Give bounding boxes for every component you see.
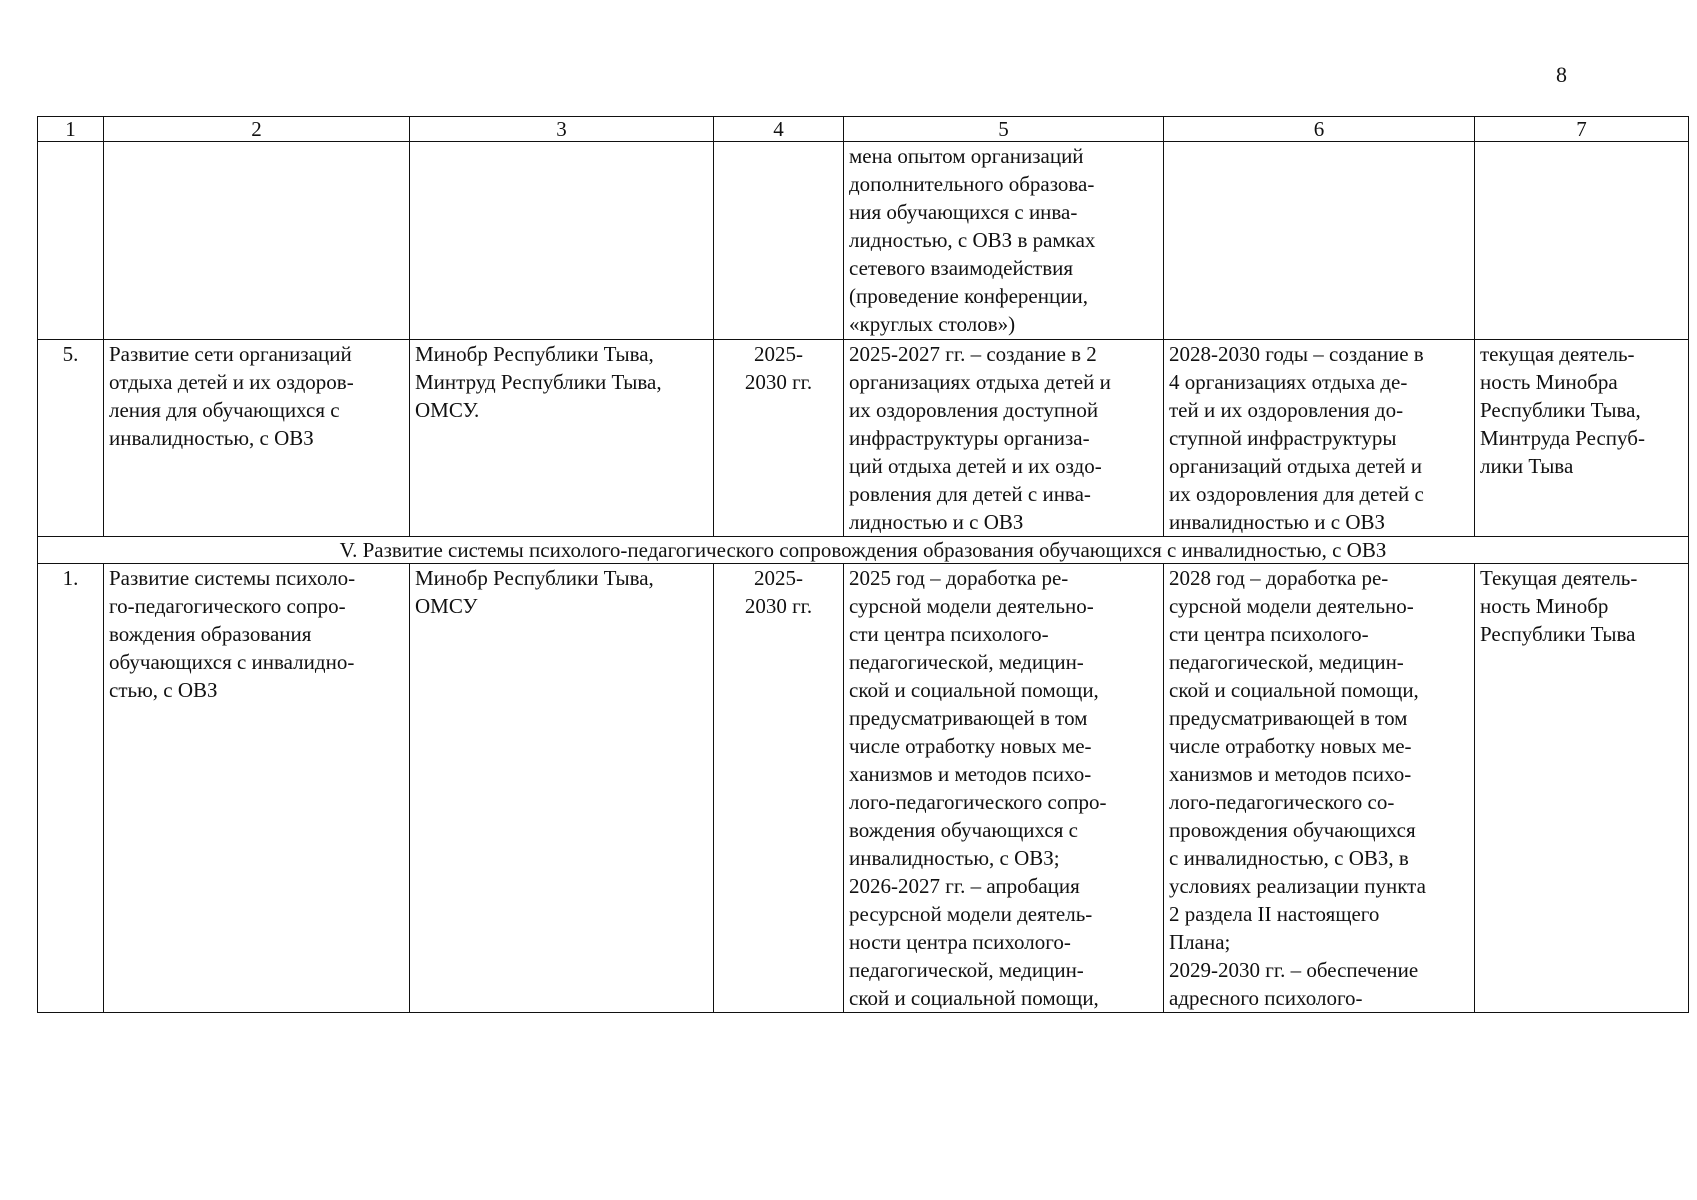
text-line: ровления для детей с инва- xyxy=(849,482,1091,506)
text-line: Минобр Республики Тыва, xyxy=(415,566,654,590)
text-line: ций отдыха детей и их оздо- xyxy=(849,454,1102,478)
responsible-cell xyxy=(410,340,714,537)
text-line: тей и их оздоровления до- xyxy=(1169,398,1404,422)
text-line: Плана; xyxy=(1169,930,1231,954)
table-row xyxy=(38,564,1689,1013)
text-line: Республики Тыва, xyxy=(1480,398,1641,422)
text-line: условиях реализации пункта xyxy=(1169,874,1426,898)
table-cell xyxy=(1475,142,1689,340)
result-cell xyxy=(844,340,1164,537)
text-line: лики Тыва xyxy=(1480,454,1574,478)
text-line: ресурсной модели деятель- xyxy=(849,902,1093,926)
result-cell xyxy=(1164,340,1475,537)
text-line: ской и социальной помощи, xyxy=(849,986,1099,1010)
text-line: инвалидностью, с ОВЗ xyxy=(109,426,314,450)
text-line: го-педагогического сопро- xyxy=(109,594,346,618)
text-line: инвалидностью, с ОВЗ; xyxy=(849,846,1060,870)
text-line: вождения обучающихся с xyxy=(849,818,1078,842)
text-line: адресного психолого- xyxy=(1169,986,1363,1010)
text-line: ской и социальной помощи, xyxy=(1169,678,1419,702)
text-line: 2028-2030 годы – создание в xyxy=(1169,342,1424,366)
text-line: сти центра психолого- xyxy=(1169,622,1369,646)
header-cell: 1 xyxy=(38,117,104,142)
text-line: ления для обучающихся с xyxy=(109,398,340,422)
text-line: инвалидностью и с ОВЗ xyxy=(1169,510,1386,534)
section-heading-row xyxy=(38,537,1689,564)
table-cell xyxy=(38,142,104,340)
text-line: с инвалидностью, с ОВЗ, в xyxy=(1169,846,1409,870)
text-line: ОМСУ. xyxy=(415,398,480,422)
header-cell: 6 xyxy=(1164,117,1475,142)
text-line: педагогической, медицин- xyxy=(849,958,1084,982)
text-line: 2025-2027 гг. – создание в 2 xyxy=(849,342,1097,366)
text-line: предусматривающей в том xyxy=(849,706,1088,730)
plan-table xyxy=(37,116,1689,1013)
text-line: их оздоровления доступной xyxy=(849,398,1099,422)
text-line: 2 раздела II настоящего xyxy=(1169,902,1380,926)
text-line: лидностью и с ОВЗ xyxy=(849,510,1024,534)
period-cell xyxy=(714,564,844,1013)
text-line: их оздоровления для детей с xyxy=(1169,482,1424,506)
table-cell xyxy=(714,142,844,340)
text-line: Текущая деятель- xyxy=(1480,566,1638,590)
text-line: «круглых столов») xyxy=(849,312,1016,336)
result-cell xyxy=(844,564,1164,1013)
text-line: Минтруда Респуб- xyxy=(1480,426,1645,450)
header-cell: 5 xyxy=(844,117,1164,142)
text-line: дополнительного образова- xyxy=(849,172,1095,196)
text-line: предусматривающей в том xyxy=(1169,706,1408,730)
text-line: ступной инфраструктуры xyxy=(1169,426,1397,450)
text-line: Развитие сети организаций xyxy=(109,342,352,366)
section-title: V. Развитие системы психолого-педагогического сопровождения образования обучающихся с инвалидностью, с ОВЗ xyxy=(38,537,1689,564)
text-line: ОМСУ xyxy=(415,594,478,618)
text-line: провождения обучающихся xyxy=(1169,818,1416,842)
text-line: 2025- xyxy=(754,342,803,366)
table-cell xyxy=(1164,142,1475,340)
text-line: отдыха детей и их оздоров- xyxy=(109,370,354,394)
result-cell xyxy=(1164,564,1475,1013)
text-line: ханизмов и методов психо- xyxy=(849,762,1092,786)
activity-cell xyxy=(104,340,410,537)
text-line: текущая деятель- xyxy=(1480,342,1635,366)
text-line: сурсной модели деятельно- xyxy=(849,594,1094,618)
text-line: Развитие системы психоло- xyxy=(109,566,356,590)
text-line: инфраструктуры организа- xyxy=(849,426,1090,450)
text-line: педагогической, медицин- xyxy=(849,650,1084,674)
table-row xyxy=(38,340,1689,537)
text-line: 2030 гг. xyxy=(744,594,813,618)
text-line: обучающихся с инвалидно- xyxy=(109,650,355,674)
text-line: (проведение конференции, xyxy=(849,284,1088,308)
result-cell xyxy=(844,142,1164,340)
responsible-cell xyxy=(410,564,714,1013)
header-cell: 4 xyxy=(714,117,844,142)
text-line: 2029-2030 гг. – обеспечение xyxy=(1169,958,1419,982)
funding-cell xyxy=(1475,340,1689,537)
text-line: сетевого взаимодействия xyxy=(849,256,1074,280)
text-line: лидностью, с ОВЗ в рамках xyxy=(849,228,1096,252)
text-line: числе отработку новых ме- xyxy=(849,734,1092,758)
text-line: ской и социальной помощи, xyxy=(849,678,1099,702)
page-number: 8 xyxy=(1556,62,1567,87)
text-line: сти центра психолого- xyxy=(849,622,1049,646)
text-line: 2026-2027 гг. – апробация xyxy=(849,874,1080,898)
text-line: лого-педагогического со- xyxy=(1169,790,1395,814)
text-line: 2025- xyxy=(754,566,803,590)
text-line: Минобр Республики Тыва, xyxy=(415,342,654,366)
text-line: мена опытом организаций xyxy=(849,144,1084,168)
text-line: 2025 год – доработка ре- xyxy=(849,566,1069,590)
text-line: ния обучающихся с инва- xyxy=(849,200,1078,224)
header-cell: 7 xyxy=(1475,117,1689,142)
text-line: числе отработку новых ме- xyxy=(1169,734,1412,758)
text-line: Республики Тыва xyxy=(1480,622,1636,646)
text-line: 2030 гг. xyxy=(744,370,813,394)
table-cell xyxy=(410,142,714,340)
text-line: организациях отдыха детей и xyxy=(849,370,1111,394)
text-line: ности центра психолого- xyxy=(849,930,1071,954)
text-line: педагогической, медицин- xyxy=(1169,650,1404,674)
table-header-row xyxy=(38,117,1689,142)
header-cell: 2 xyxy=(104,117,410,142)
text-line: сурсной модели деятельно- xyxy=(1169,594,1414,618)
text-line: лого-педагогического сопро- xyxy=(849,790,1107,814)
text-line: стью, с ОВЗ xyxy=(109,678,218,702)
row-number: 5. xyxy=(38,340,104,537)
period-cell xyxy=(714,340,844,537)
activity-cell xyxy=(104,564,410,1013)
text-line: организаций отдыха детей и xyxy=(1169,454,1422,478)
funding-cell xyxy=(1475,564,1689,1013)
text-line: 4 организациях отдыха де- xyxy=(1169,370,1408,394)
row-number: 1. xyxy=(38,564,104,1013)
text-line: ханизмов и методов психо- xyxy=(1169,762,1412,786)
text-line: Минтруд Республики Тыва, xyxy=(415,370,662,394)
text-line: ность Минобр xyxy=(1480,594,1609,618)
text-line: ность Минобра xyxy=(1480,370,1618,394)
table-row-continuation xyxy=(38,142,1689,340)
text-line: вождения образования xyxy=(109,622,312,646)
header-cell: 3 xyxy=(410,117,714,142)
table-cell xyxy=(104,142,410,340)
text-line: 2028 год – доработка ре- xyxy=(1169,566,1389,590)
